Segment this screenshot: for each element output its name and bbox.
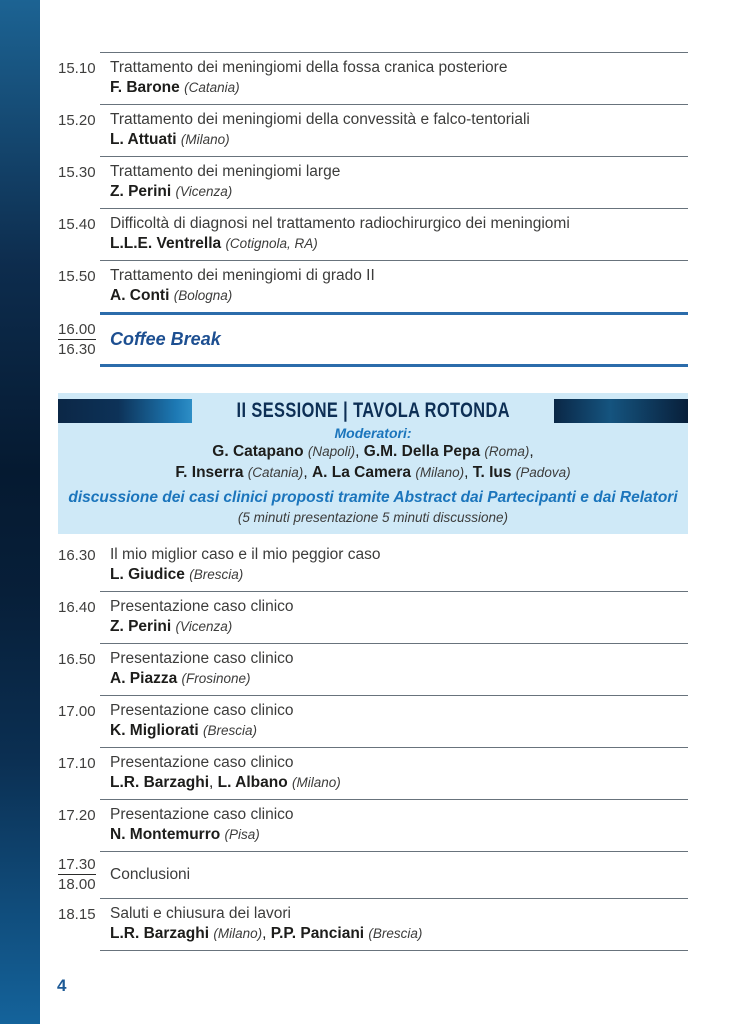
session-time-col <box>58 753 110 792</box>
time-label: 17.20 <box>58 807 96 824</box>
talk <box>110 753 688 792</box>
page-number: 4 <box>57 976 67 995</box>
speaker-city: (Catania) <box>184 80 240 95</box>
talk-speakers <box>110 78 688 97</box>
bottom-divider <box>100 950 688 951</box>
session-time-col <box>58 545 110 584</box>
speaker-city: (Brescia) <box>203 723 258 738</box>
talk-title: Difficoltà di diagnosi nel trattamento radiochirurgico dei meningiomi <box>110 215 570 232</box>
talk <box>110 545 688 584</box>
moderators-label: Moderatori: <box>334 425 412 441</box>
time-range <box>58 857 96 893</box>
speaker-name: A. Conti <box>110 287 170 304</box>
timing-note: (5 minuti presentazione 5 minuti discussione) <box>237 510 509 525</box>
moderator-name: A. La Camera <box>311 464 412 481</box>
talk-speakers <box>110 182 688 201</box>
talk-title: Presentazione caso clinico <box>110 598 294 615</box>
session-band <box>58 399 688 423</box>
session-time-col <box>58 162 110 201</box>
speaker-city: (Frosinone) <box>181 671 251 686</box>
coffee-break-label: Coffee Break <box>110 328 221 349</box>
talk-speakers <box>110 825 688 844</box>
talk <box>110 162 688 201</box>
talk <box>110 110 688 149</box>
time-end: 16.30 <box>58 341 96 358</box>
speaker-name: K. Migliorati <box>110 722 199 739</box>
talk-speakers <box>110 234 688 253</box>
speaker-name: Z. Perini <box>110 618 172 635</box>
speaker-city: (Brescia) <box>189 567 244 582</box>
session-title: II SESSIONE | TAVOLA ROTONDA <box>236 399 510 422</box>
talk-title: Saluti e chiusura dei lavori <box>110 905 291 922</box>
talk-speakers <box>110 617 688 636</box>
speaker-city: (Milano) <box>213 926 263 941</box>
time-start: 16.00 <box>58 321 96 338</box>
speaker-city: (Vicenza) <box>175 619 233 634</box>
talk <box>110 865 688 884</box>
time-label: 18.15 <box>58 906 96 923</box>
schedule-row <box>58 260 688 312</box>
session-time-col <box>58 214 110 253</box>
talk-speakers <box>110 565 688 584</box>
talk-speakers: L.R. Barzaghi, L. Albano (Milano) <box>110 774 341 791</box>
session-time-col <box>58 701 110 740</box>
talk <box>110 266 688 305</box>
time-start: 17.30 <box>58 856 96 873</box>
talk <box>110 805 688 844</box>
speaker-name: A. Piazza <box>110 670 178 687</box>
moderator-line: F. Inserra (Catania), A. La Camera (Milano), T. Ius (Padova) <box>175 464 571 481</box>
talk-title: Presentazione caso clinico <box>110 702 294 719</box>
talk-speakers: L.R. Barzaghi (Milano), P.P. Panciani (Brescia) <box>110 925 423 942</box>
schedule-row <box>58 591 688 643</box>
time-label: 16.30 <box>58 547 96 564</box>
speaker-name: P.P. Panciani <box>270 925 365 942</box>
schedule-row <box>58 851 688 898</box>
speaker-name: L.R. Barzaghi <box>110 774 210 791</box>
schedule-row <box>58 747 688 799</box>
speaker-city: (Brescia) <box>368 926 423 941</box>
moderator-city: (Napoli) <box>307 444 356 459</box>
speaker-name: L. Attuati <box>110 131 177 148</box>
discussion-note: discussione dei casi clinici proposti tramite Abstract dai Partecipanti e dai Relatori <box>68 489 678 506</box>
talk <box>110 597 688 636</box>
talk-speakers <box>110 669 688 688</box>
talk-speakers <box>110 286 688 305</box>
talk-title: Presentazione caso clinico <box>110 754 294 771</box>
time-range <box>58 322 96 358</box>
speaker-name: F. Barone <box>110 79 180 96</box>
time-label: 15.50 <box>58 268 96 285</box>
schedule-row <box>58 104 688 156</box>
speaker-name: L.R. Barzaghi <box>110 925 210 942</box>
session-band-bar-right <box>554 399 688 423</box>
schedule-row <box>58 156 688 208</box>
talk-title: Trattamento dei meningiomi large <box>110 163 341 180</box>
time-label: 16.50 <box>58 651 96 668</box>
moderator-lines <box>58 441 688 483</box>
session-time-col <box>58 649 110 688</box>
schedule-row <box>58 898 688 950</box>
moderator-name: F. Inserra <box>175 464 244 481</box>
time-label: 15.20 <box>58 112 96 129</box>
schedule-row <box>58 52 688 104</box>
time-label: 16.40 <box>58 599 96 616</box>
divider-thick-bottom <box>100 364 688 367</box>
speaker-name: Z. Perini <box>110 183 172 200</box>
coffee-break-block <box>58 312 688 367</box>
moderator-name: T. Ius <box>472 464 512 481</box>
time-label: 17.10 <box>58 755 96 772</box>
talk-title: Conclusioni <box>110 865 191 883</box>
session-time-col <box>58 58 110 97</box>
talk-speakers <box>110 130 688 149</box>
schedule-row <box>58 695 688 747</box>
talk <box>110 58 688 97</box>
left-gradient-bar <box>0 0 40 1024</box>
moderator-name: G.M. Della Pepa <box>363 443 481 460</box>
moderator-city: (Padova) <box>515 465 571 480</box>
talk-title: Trattamento dei meningiomi della fossa cranica posteriore <box>110 59 508 76</box>
speaker-name: L.L.E. Ventrella <box>110 235 222 252</box>
moderator-name: G. Catapano <box>212 443 304 460</box>
speaker-city: (Milano) <box>292 775 341 790</box>
session-time-col <box>58 110 110 149</box>
talk-title: Il mio miglior caso e il mio peggior caso <box>110 546 381 563</box>
speaker-name: L. Albano <box>217 774 288 791</box>
schedule-row <box>58 539 688 591</box>
schedule-row <box>58 208 688 260</box>
document-page <box>58 0 688 951</box>
time-label: 15.10 <box>58 60 96 77</box>
talk-title: Trattamento dei meningiomi della convessità e falco-tentoriali <box>110 111 530 128</box>
talk <box>110 701 688 740</box>
session-time-col <box>58 904 110 943</box>
speaker-city: (Cotignola, RA) <box>225 236 318 251</box>
coffee-break-row <box>58 315 688 364</box>
time-label: 15.30 <box>58 164 96 181</box>
speaker-city: (Bologna) <box>173 288 233 303</box>
coffee-time-col <box>58 320 110 358</box>
moderator-line: G. Catapano (Napoli), G.M. Della Pepa (Roma), <box>212 443 534 460</box>
talk <box>110 649 688 688</box>
talk-speakers <box>110 721 688 740</box>
schedule-row <box>58 799 688 851</box>
speaker-name: L. Giudice <box>110 566 185 583</box>
moderator-city: (Catania) <box>247 465 304 480</box>
speaker-city: (Milano) <box>180 132 230 147</box>
schedule-part1 <box>58 52 688 312</box>
talk-title: Presentazione caso clinico <box>110 806 294 823</box>
schedule-part2 <box>58 539 688 950</box>
session-panel <box>58 393 688 534</box>
talk <box>110 214 688 253</box>
session-time-col <box>58 266 110 305</box>
time-end: 18.00 <box>58 876 96 893</box>
speaker-city: (Pisa) <box>224 827 260 842</box>
talk-title: Trattamento dei meningiomi di grado II <box>110 267 375 284</box>
moderator-city: (Roma) <box>484 444 530 459</box>
talk <box>110 904 688 943</box>
session-time-col <box>58 597 110 636</box>
moderator-city: (Milano) <box>415 465 465 480</box>
talk-title: Presentazione caso clinico <box>110 650 294 667</box>
time-label: 17.00 <box>58 703 96 720</box>
session-band-bar-left <box>58 399 192 423</box>
time-label: 15.40 <box>58 216 96 233</box>
session-time-col <box>58 855 110 893</box>
speaker-city: (Vicenza) <box>175 184 233 199</box>
speaker-name: N. Montemurro <box>110 826 221 843</box>
session-time-col <box>58 805 110 844</box>
schedule-row <box>58 643 688 695</box>
